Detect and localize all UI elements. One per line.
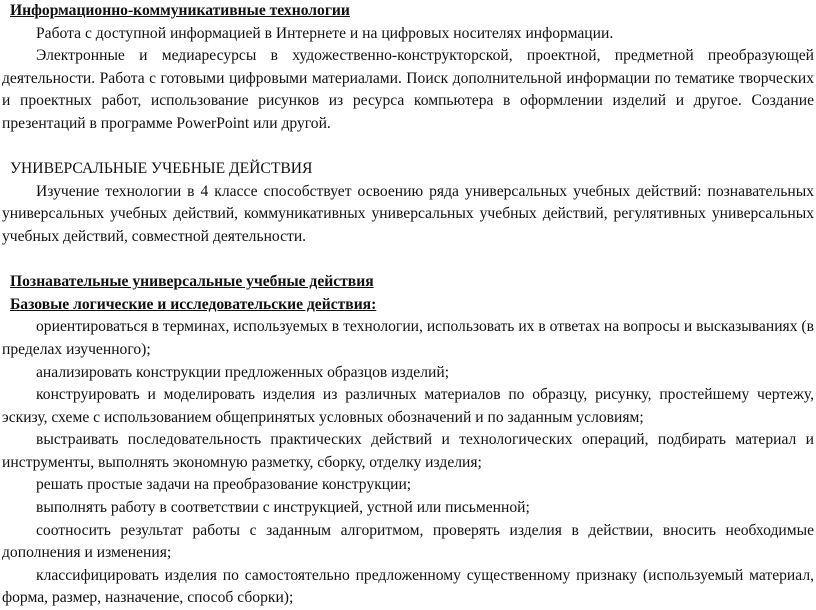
paragraph-digital-info: Работа с доступной информацией в Интернете и на цифровых носителях информации.: [36, 24, 614, 42]
section-title-uud: УНИВЕРСАЛЬНЫЕ УЧЕБНЫЕ ДЕЙСТВИЯ: [10, 160, 313, 178]
list-item: выстраивать последовательность практических действий и технологических операций, подбирать материал и инструменты, выполнять экономную разметку, сборку, отделку изделия;: [2, 431, 814, 471]
list-item: соотносить результат работы с заданным алгоритмом, проверять изделия в действии, вносить необходимые дополнения и изменения;: [2, 521, 814, 562]
list-item: ориентироваться в терминах, используемых в технологии, использовать их в ответах на вопросы и высказываниях (в пределах изученного);: [2, 318, 814, 358]
list-item: конструировать и моделировать изделия из различных материалов по образцу, рисунку, простейшему чертежу, эскизу, схеме с использованием общепринятых условных обозначений и по заданным условиям;: [2, 386, 814, 426]
spacer: [2, 136, 814, 159]
list-item: выполнять работу в соответствии с инструкцией, устной или письменной;: [36, 499, 530, 517]
paragraph-media-resources: Электронные и медиаресурсы в художественно-конструкторской, проектной, предметной преобразующей деятельности. Работа с готовыми цифровыми материалами. Поиск дополнительной информации по тематике творческих и проектных работ, использование рисунков из ресурса компьютера в оформлении изделий и другое. Создание презентаций в программе PowerPoint или другой.: [2, 47, 814, 132]
spacer: [2, 249, 814, 272]
list-item: решать простые задачи на преобразование конструкции;: [36, 476, 412, 494]
paragraph-uud-intro: Изучение технологии в 4 классе способствует освоению ряда универсальных учебных действий: познавательных универсальных учебных действий, коммуникативных универсальных учебных действий, регулятивных универсальных учебных действий, совместной деятельности.: [2, 182, 814, 245]
list-item: анализировать конструкции предложенных образцов изделий;: [36, 363, 450, 381]
section-title-cognitive: Познавательные универсальные учебные действия: [10, 273, 374, 291]
list-item: классифицировать изделия по самостоятельно предложенному существенному признаку (используемый материал, форма, размер, назначение, способ сборки);: [2, 566, 814, 607]
section-subtitle-logical: Базовые логические и исследовательские действия:: [10, 295, 377, 313]
section-title-ict: Информационно-коммуникативные технологии: [10, 2, 350, 19]
